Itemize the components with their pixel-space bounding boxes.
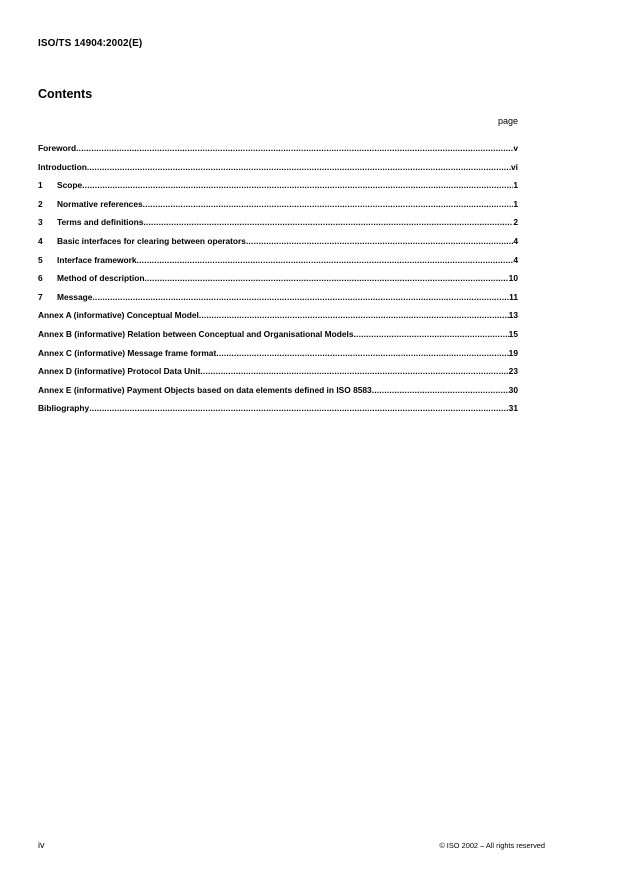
toc-entry-method-of-description[interactable] [38,273,518,292]
page-number: iv [38,840,45,850]
toc-leader-dots [199,310,509,320]
toc-entry-page: 4 [513,254,518,265]
toc-entry-annex-d[interactable] [38,366,518,385]
toc-entry-title: Message [57,291,93,302]
toc-entry-page: 30 [508,384,518,395]
toc-entry-page: 13 [508,310,518,321]
toc-entry-title: Foreword [38,143,77,153]
toc-entry-foreword[interactable] [38,143,518,162]
toc-entry-title: Annex C (informative) Message frame format [38,347,217,358]
toc-entry-message[interactable] [38,292,518,311]
toc-entry-page: v [513,143,518,153]
toc-entry-annex-a[interactable] [38,310,518,329]
toc-leader-dots [216,348,508,358]
toc-entry-bibliography[interactable] [38,403,518,422]
toc-leader-dots [82,180,513,190]
toc-leader-dots [143,199,514,209]
toc-leader-dots [372,385,509,395]
toc-entry-annex-b[interactable] [38,329,518,348]
toc-entry-number: 6 [38,273,43,284]
toc-entry-page: 10 [508,273,518,284]
toc-leader-dots [143,217,513,227]
toc-entry-annex-e[interactable] [38,385,518,404]
copyright-notice: © ISO 2002 – All rights reserved [439,841,545,850]
toc-leader-dots [200,366,508,376]
toc-entry-title: Annex B (informative) Relation between Conceptual and Organisational Models [38,328,354,339]
toc-leader-dots [87,162,511,172]
toc-entry-number: 7 [38,291,43,302]
toc-leader-dots [354,329,509,339]
toc-entry-number: 2 [38,198,43,209]
toc-entry-terms-and-definitions[interactable] [38,217,518,236]
toc-entry-page: 1 [513,180,518,191]
toc-entry-interface-framework[interactable] [38,255,518,274]
table-of-contents [38,143,518,422]
toc-entry-title: Interface framework [57,254,137,265]
toc-entry-title: Scope [57,180,83,191]
toc-leader-dots [92,292,509,302]
toc-entry-title: Terms and definitions [57,217,144,228]
toc-entry-page: 11 [509,291,518,302]
page-column-label: page [497,116,518,126]
toc-entry-basic-interfaces[interactable] [38,236,518,255]
toc-entry-page: 1 [513,198,518,209]
toc-entry-title: Basic interfaces for clearing between operators [57,235,246,246]
toc-entry-number: 5 [38,254,43,265]
toc-entry-title: Introduction [38,161,87,172]
toc-entry-page: 15 [508,328,518,339]
toc-entry-title: Normative references [57,198,143,209]
toc-entry-title: Bibliography [38,403,90,414]
toc-entry-title: Annex E (informative) Payment Objects based on data elements defined in ISO 8583 [38,384,372,395]
toc-entry-number: 4 [38,235,43,246]
toc-entry-number: 3 [38,217,43,228]
toc-entry-annex-c[interactable] [38,348,518,367]
toc-entry-page: vi [511,161,518,172]
toc-entry-normative-references[interactable] [38,199,518,218]
toc-leader-dots [144,273,508,283]
toc-leader-dots [246,236,513,246]
toc-leader-dots [89,403,508,413]
toc-entry-page: 4 [513,235,518,246]
toc-entry-page: 19 [508,347,518,358]
toc-entry-introduction[interactable] [38,162,518,181]
toc-entry-title: Annex D (informative) Protocol Data Unit [38,366,201,377]
toc-entry-page: 23 [508,366,518,377]
toc-entry-scope[interactable] [38,180,518,199]
toc-entry-title: Method of description [57,273,145,284]
toc-leader-dots [76,143,513,153]
document-identifier: ISO/TS 14904:2002(E) [38,38,143,49]
toc-entry-page: 31 [508,403,518,414]
toc-entry-title: Annex A (informative) Conceptual Model [38,310,199,321]
contents-heading: Contents [38,87,93,101]
toc-leader-dots [137,255,514,265]
toc-entry-number: 1 [38,180,43,191]
toc-entry-page: 2 [513,217,518,228]
